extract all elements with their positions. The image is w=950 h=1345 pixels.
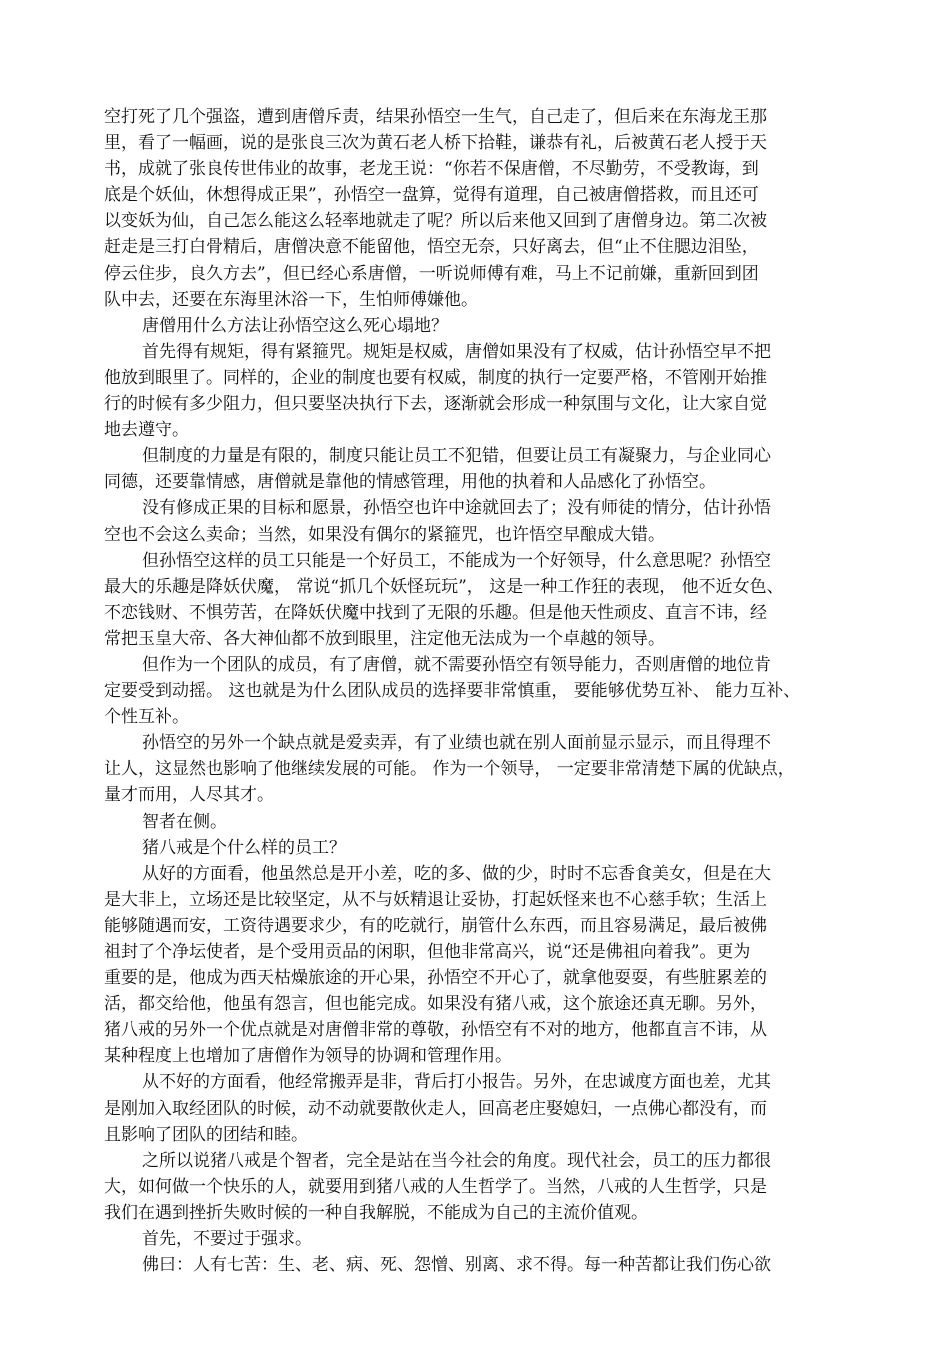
text-line: 他放到眼里了。同样的，企业的制度也要有权威，制度的执行一定要严格，不管刚开始推 [104, 367, 767, 388]
text-line: 个性互补。 [104, 707, 189, 728]
text-line: 量才而用，人尽其才。 [104, 785, 274, 806]
text-line: 之所以说猪八戒是个智者，完全是站在当今社会的角度。现代社会，员工的压力都很 [142, 1150, 771, 1171]
text-line: 定要受到动摇。 这也就是为什么团队成员的选择要非常慎重， 要能够优势互补、 能力互补、 [104, 681, 801, 702]
text-line: 首先，不要过于强求。 [142, 1229, 312, 1250]
text-line: 首先得有规矩，得有紧箍咒。规矩是权威，唐僧如果没有了权威，估计孙悟空早不把 [142, 341, 771, 362]
text-line: 佛曰：人有七苦：生、老、病、死、怨憎、别离、求不得。每一种苦都让我们伤心欲 [142, 1255, 771, 1276]
text-line: 但作为一个团队的成员，有了唐僧，就不需要孙悟空有领导能力，否则唐僧的地位肯 [142, 654, 771, 675]
text-line: 停云住步，良久方去”，但已经心系唐僧，一听说师傅有难，马上不记前嫌，重新回到团 [104, 263, 759, 284]
text-line: 猪八戒的另外一个优点就是对唐僧非常的尊敬，孙悟空有不对的地方，他都直言不讳，从 [104, 1020, 767, 1041]
text-line: 是大非上，立场还是比较坚定，从不与妖精退让妥协，打起妖怪来也不心慈手软；生活上 [104, 889, 767, 910]
text-line: 能够随遇而安，工资待遇要求少，有的吃就行，崩管什么东西，而且容易满足，最后被佛 [104, 915, 767, 936]
text-line: 以变妖为仙，自己怎么能这么轻率地就走了呢？所以后来他又回到了唐僧身边。第二次被 [104, 211, 767, 232]
text-line: 常把玉皇大帝、各大神仙都不放到眼里，注定他无法成为一个卓越的领导。 [104, 628, 665, 649]
text-line: 是刚加入取经团队的时候，动不动就要散伙走人，回高老庄娶媳妇，一点佛心都没有，而 [104, 1098, 767, 1119]
text-line: 猪八戒是个什么样的员工？ [142, 837, 346, 858]
text-line: 祖封了个净坛使者，是个受用贡品的闲职，但他非常高兴，说“还是佛祖向着我”。更为 [104, 942, 751, 962]
text-line: 底是个妖仙，休想得成正果”，孙悟空一盘算，觉得有道理，自己被唐僧搭救，而且还可 [104, 185, 759, 206]
text-line: 活，都交给他，他虽有怨言，但也能完成。如果没有猪八戒，这个旅途还真无聊。另外， [104, 994, 767, 1015]
text-line: 从不好的方面看，他经常搬弄是非，背后打小报告。另外，在忠诚度方面也差，尤其 [142, 1072, 771, 1093]
text-line: 同德，还要靠情感，唐僧就是靠他的情感管理，用他的执着和人品感化了孙悟空。 [104, 472, 716, 493]
text-line: 孙悟空的另外一个缺点就是爱卖弄，有了业绩也就在别人面前显示显示，而且得理不 [142, 733, 771, 754]
text-line: 大，如何做一个快乐的人，就要用到猪八戒的人生哲学了。当然，八戒的人生哲学，只是 [104, 1176, 767, 1197]
text-line: 队中去，还要在东海里沐浴一下，生怕师傅嫌他。 [104, 289, 478, 310]
text-line: 书，成就了张良传世伟业的故事，老龙王说：“你若不保唐僧，不尽勤劳，不受教诲，到 [104, 159, 759, 180]
text-line: 行的时候有多少阻力，但只要坚决执行下去，逐渐就会形成一种氛围与文化，让大家自觉 [104, 394, 767, 415]
text-line: 但制度的力量是有限的，制度只能让员工不犯错，但要让员工有凝聚力，与企业同心 [142, 446, 771, 467]
text-line: 里，看了一幅画，说的是张良三次为黄石老人桥下拾鞋，谦恭有礼，后被黄石老人授于天 [104, 133, 767, 154]
text-line: 且影响了团队的团结和睦。 [104, 1124, 308, 1145]
text-line: 赶走是三打白骨精后，唐僧决意不能留他，悟空无奈，只好离去，但“止不住腮边泪坠， [104, 237, 759, 258]
text-line: 智者在侧。 [142, 811, 227, 832]
text-line: 没有修成正果的目标和愿景，孙悟空也许中途就回去了；没有师徒的情分，估计孙悟 [142, 498, 771, 519]
document-page [104, 104, 848, 1278]
text-line: 但孙悟空这样的员工只能是一个好员工，不能成为一个好领导，什么意思呢？孙悟空 [142, 550, 771, 571]
text-line: 空打死了几个强盗，遭到唐僧斥责，结果孙悟空一生气，自己走了，但后来在东海龙王那 [104, 107, 767, 127]
text-line: 让人，这显然也影响了他继续发展的可能。 作为一个领导， 一定要非常清楚下属的优缺点， [104, 759, 795, 780]
text-line: 空也不会这么卖命；当然，如果没有偶尔的紧箍咒，也许悟空早酿成大错。 [104, 524, 665, 545]
text-line: 地去遵守。 [104, 420, 189, 441]
text-line: 最大的乐趣是降妖伏魔， 常说“抓几个妖怪玩玩”， 这是一种工作狂的表现， 他不近女色、 [104, 576, 784, 597]
text-line: 唐僧用什么方法让孙悟空这么死心塌地？ [142, 315, 448, 336]
text-line: 我们在遇到挫折失败时候的一种自我解脱，不能成为自己的主流价值观。 [104, 1202, 648, 1223]
text-line: 某种程度上也增加了唐僧作为领导的协调和管理作用。 [104, 1046, 512, 1067]
text-line: 重要的是，他成为西天枯燥旅途的开心果，孙悟空不开心了，就拿他耍耍，有些脏累差的 [104, 968, 767, 989]
text-line: 从好的方面看，他虽然总是开小差，吃的多、做的少，时时不忘香食美女，但是在大 [142, 863, 771, 884]
text-line: 不恋钱财、不惧劳苦，在降妖伏魔中找到了无限的乐趣。但是他天性顽皮、直言不讳，经 [104, 602, 767, 623]
